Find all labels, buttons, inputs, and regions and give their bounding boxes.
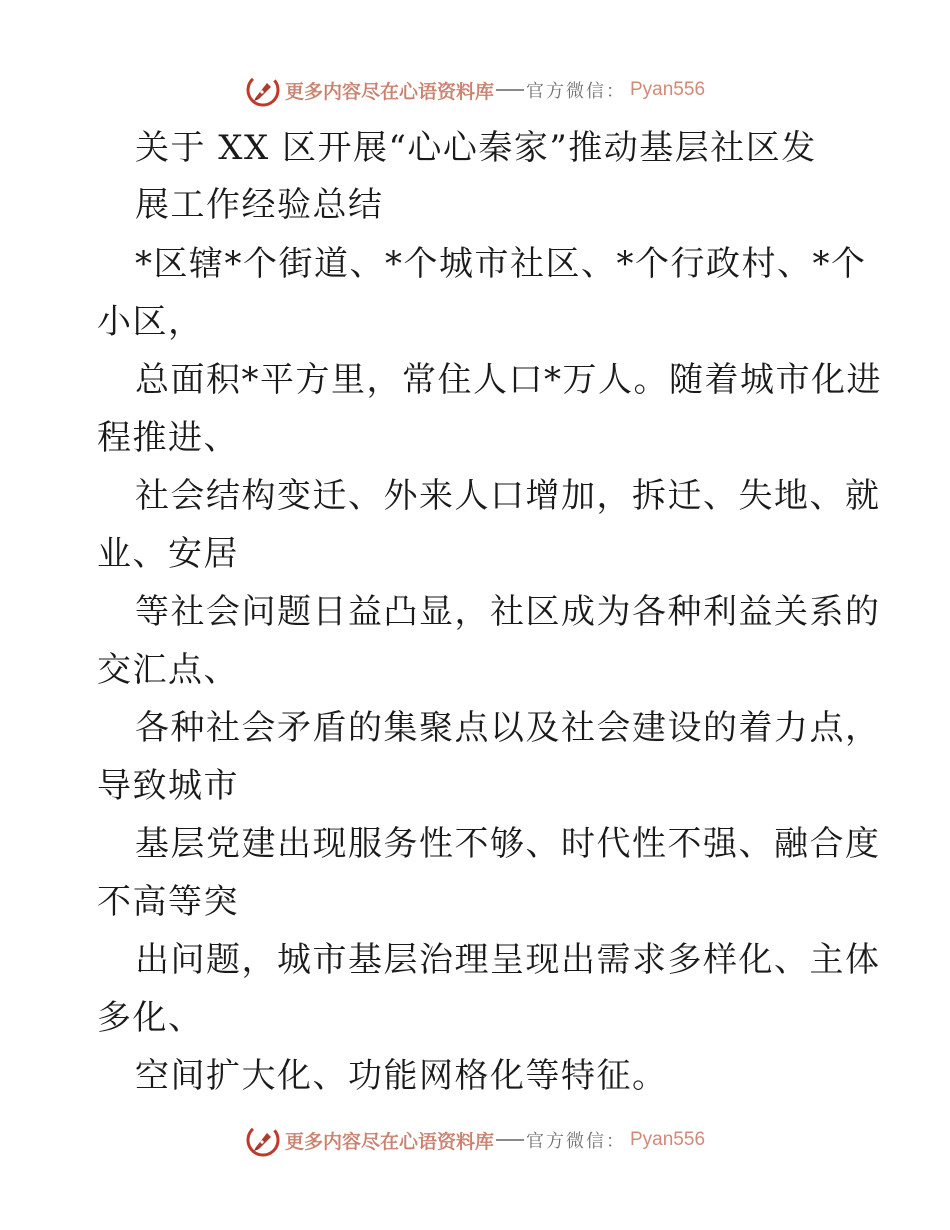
doc-paragraph-line: 小区， xyxy=(97,302,204,342)
doc-paragraph-line: 总面积*平方里，常住人口*万人。随着城市化进 xyxy=(135,360,882,400)
footer-watermark xyxy=(0,1120,950,1160)
watermark-official-label: 官方微信： xyxy=(526,81,626,102)
watermark-wechat-id: Pyan556 xyxy=(630,79,706,100)
doc-paragraph-line: 导致城市 xyxy=(97,766,239,806)
watermark-divider xyxy=(496,89,524,91)
doc-paragraph-line: 不高等突 xyxy=(97,882,239,922)
watermark-brand-text: 更多内容尽在心语资料库 xyxy=(284,1130,494,1153)
doc-paragraph-line: *区辖*个街道、*个城市社区、*个行政村、*个 xyxy=(135,244,867,284)
header-watermark xyxy=(0,70,950,110)
doc-paragraph-line: 业、安居 xyxy=(97,534,239,574)
doc-paragraph-line: 多化、 xyxy=(97,998,204,1038)
pen-nib-logo-icon xyxy=(245,1122,281,1158)
watermark-official-label: 官方微信： xyxy=(526,1131,626,1152)
doc-paragraph-line: 程推进、 xyxy=(97,418,239,458)
doc-title-line-2: 展工作经验总结 xyxy=(135,185,384,225)
doc-paragraph-line: 各种社会矛盾的集聚点以及社会建设的着力点， xyxy=(135,708,881,748)
doc-paragraph-line: 交汇点、 xyxy=(97,650,239,690)
watermark-wechat-id: Pyan556 xyxy=(630,1129,706,1150)
doc-paragraph-line: 空间扩大化、功能网格化等特征。 xyxy=(135,1056,668,1096)
pen-nib-logo-icon xyxy=(245,72,281,108)
watermark-divider xyxy=(496,1139,524,1141)
watermark-brand-text: 更多内容尽在心语资料库 xyxy=(284,80,494,103)
doc-paragraph-line: 基层党建出现服务性不够、时代性不强、融合度 xyxy=(135,824,881,864)
doc-title-line-1: 关于 XX 区开展“心心秦家”推动基层社区发 xyxy=(135,128,817,168)
doc-paragraph-line: 社会结构变迁、外来人口增加，拆迁、失地、就 xyxy=(135,476,881,516)
doc-paragraph-line: 等社会问题日益凸显，社区成为各种利益关系的 xyxy=(135,592,881,632)
doc-paragraph-line: 出问题，城市基层治理呈现出需求多样化、主体 xyxy=(135,940,881,980)
